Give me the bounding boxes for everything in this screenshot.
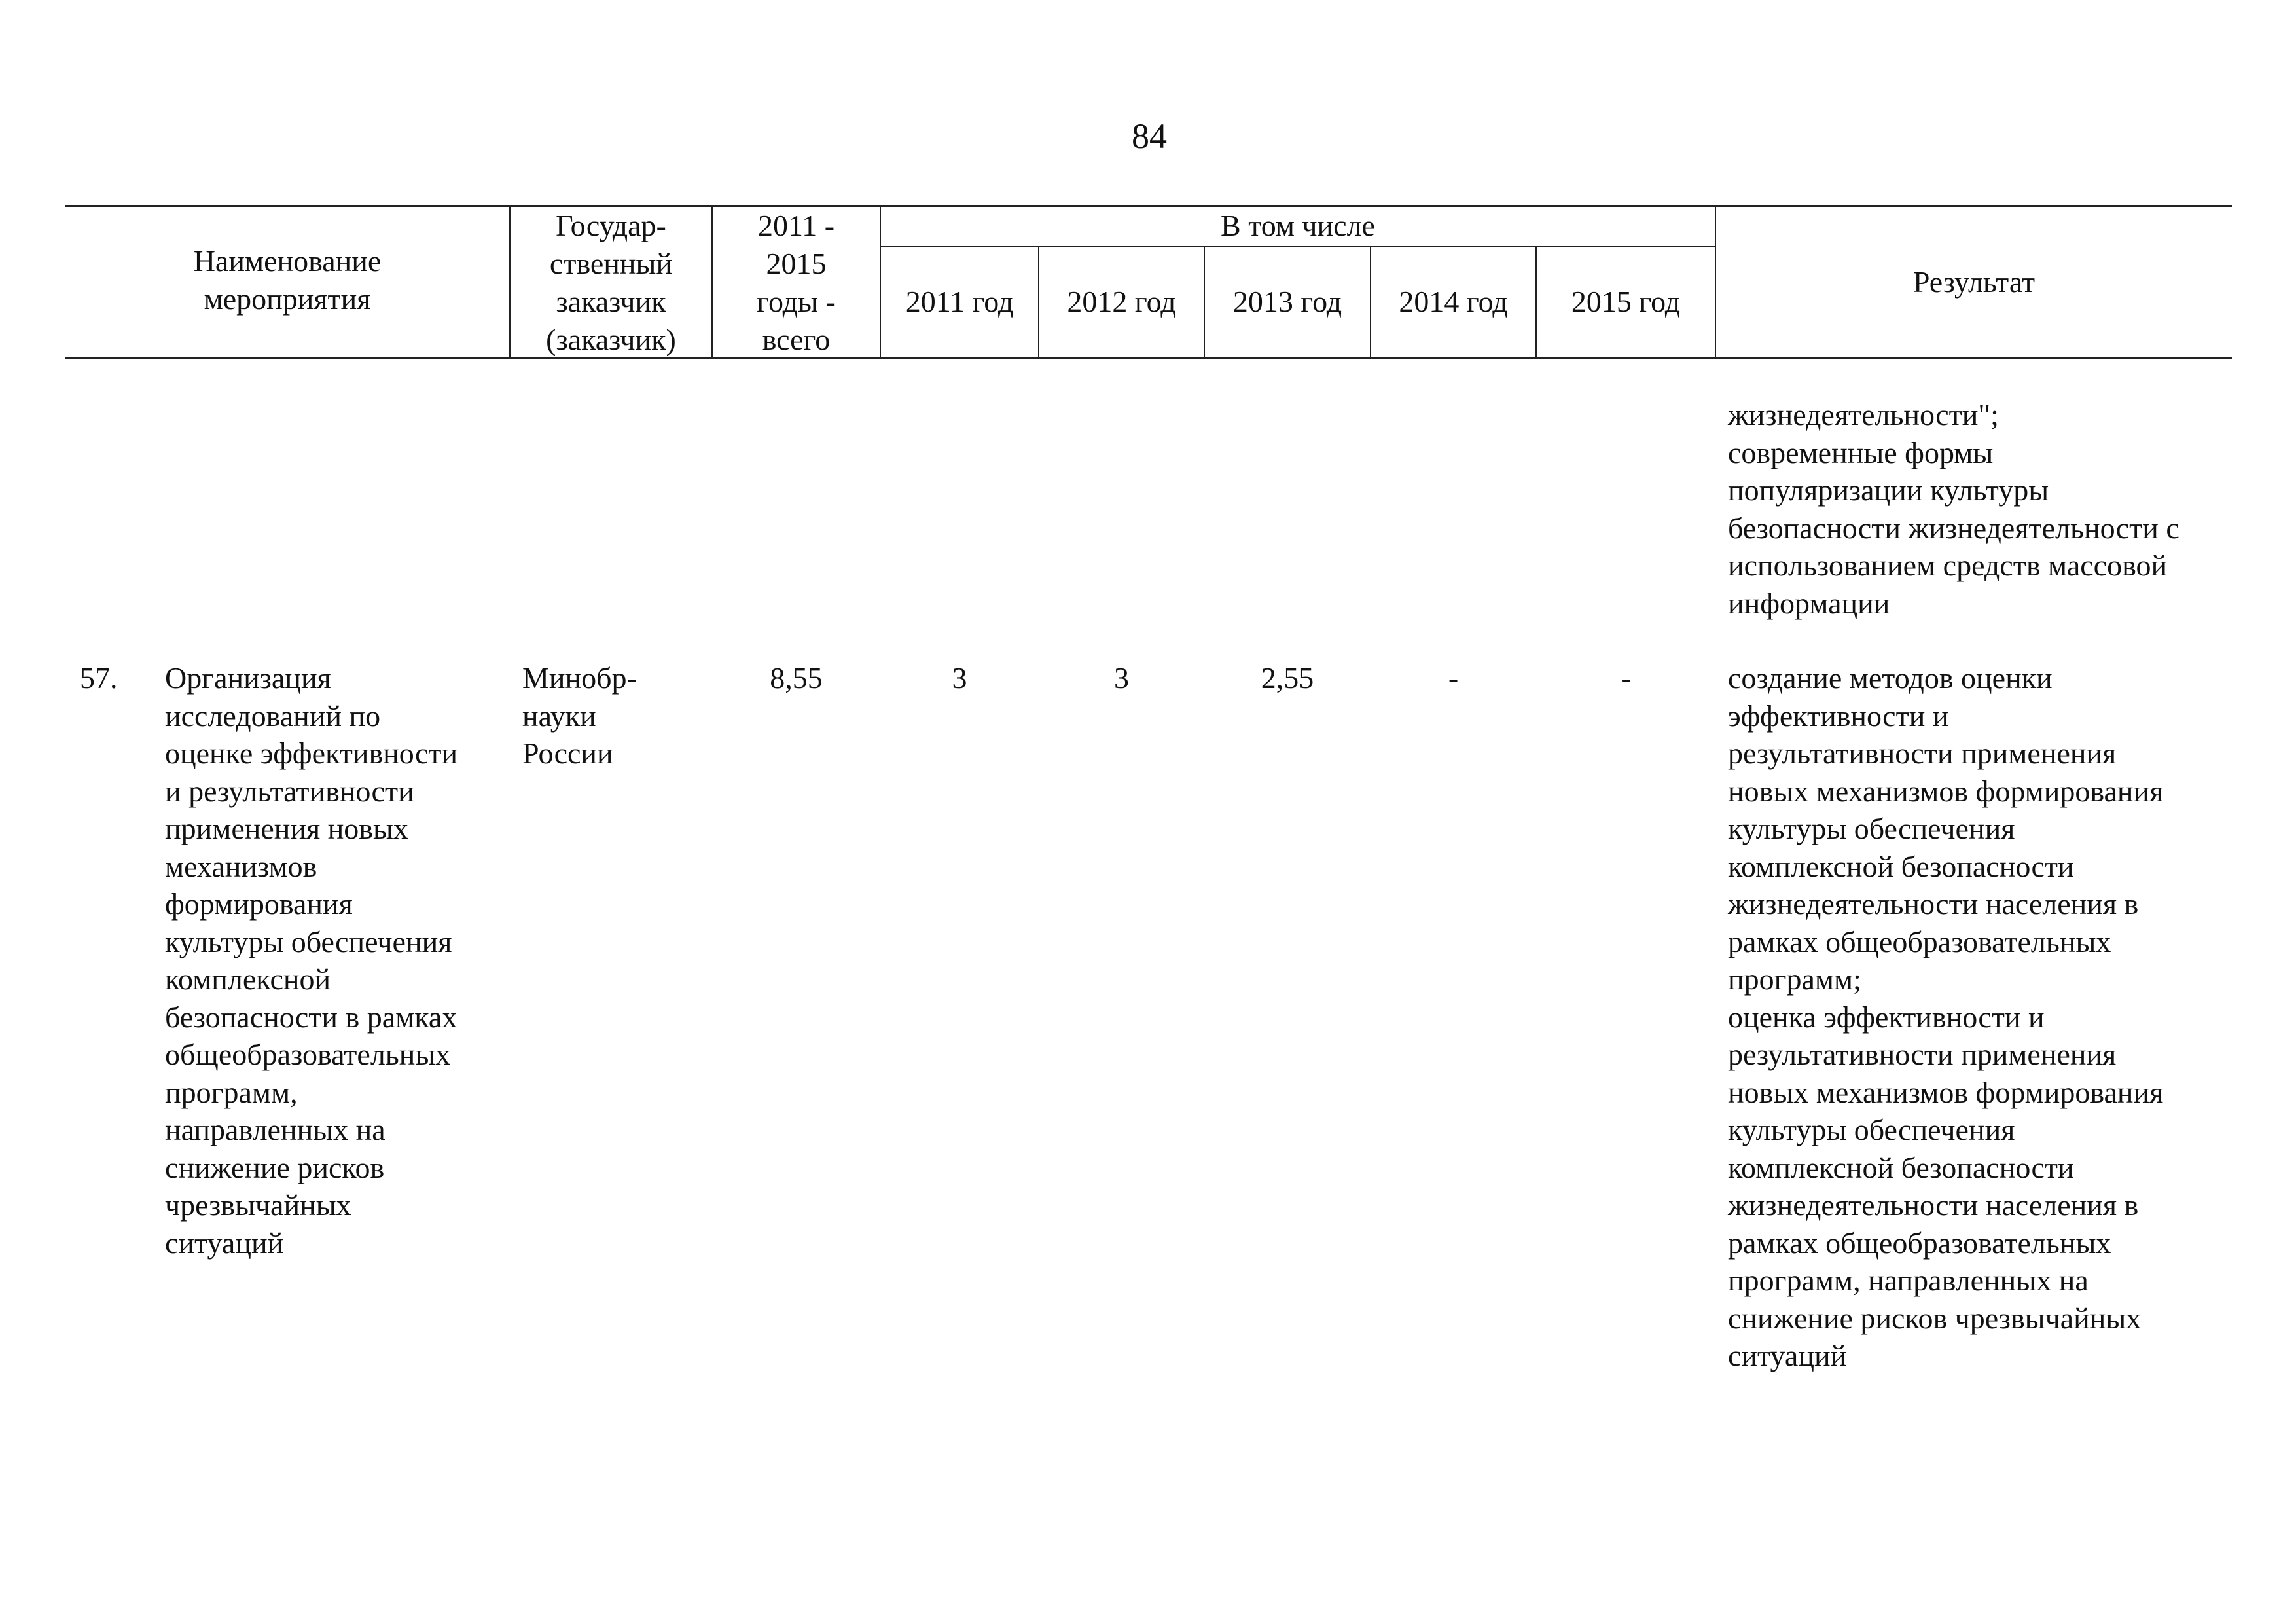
header-year-2015: 2015 год — [1571, 285, 1681, 318]
header-year-2013: 2013 год — [1232, 285, 1342, 318]
row-2011: 3 — [952, 661, 967, 695]
header-year-2011: 2011 год — [905, 285, 1014, 318]
row-name: Организация исследований по оценке эффективности и результативности применения новых механизмов формирования культуры обеспечения комплексной безопасности в рамках общеобразовательных программ, направленных на снижение рисков чрезвычайных ситуаций — [165, 661, 458, 1260]
row-total: 8,55 — [770, 661, 823, 695]
row-2012: 3 — [1114, 661, 1129, 695]
header-including: В том числе — [1221, 209, 1375, 242]
row-customer: Минобр- науки России — [522, 661, 637, 770]
header-subdivider — [880, 246, 1715, 247]
header-year-2014: 2014 год — [1399, 285, 1508, 318]
header-year-2012: 2012 год — [1067, 285, 1176, 318]
row-2013: 2,55 — [1261, 661, 1314, 695]
header-result: Результат — [1912, 265, 2036, 299]
row-result: создание методов оценки эффективности и результативности применения новых механизмов формирования культуры обеспечения комплексной безопасности жизнедеятельности населения в рамках общеобразовательных программ; оценка эффективности и результативности применения новых механизмов формирования культуры обеспечения комплексной безопасности жизнедеятельности населения в рамках общеобразовательных программ, направленных на снижение рисков чрезвычайных ситуаций — [1728, 661, 2164, 1372]
header-bottom-border — [65, 357, 2232, 359]
row-2014: - — [1448, 661, 1459, 695]
page-number: 84 — [1132, 117, 1167, 156]
row-2015: - — [1621, 661, 1631, 695]
result-continuation: жизнедеятельности"; современные формы популяризации культуры безопасности жизнедеятельности с использованием средств массовой информации — [1728, 398, 2179, 620]
row-number: 57. — [80, 661, 118, 695]
header-customer: Государ- ственный заказчик (заказчик) — [546, 209, 676, 356]
header-total: 2011 - 2015 годы - всего — [757, 209, 836, 356]
header-name: Наименование мероприятия — [193, 244, 382, 316]
